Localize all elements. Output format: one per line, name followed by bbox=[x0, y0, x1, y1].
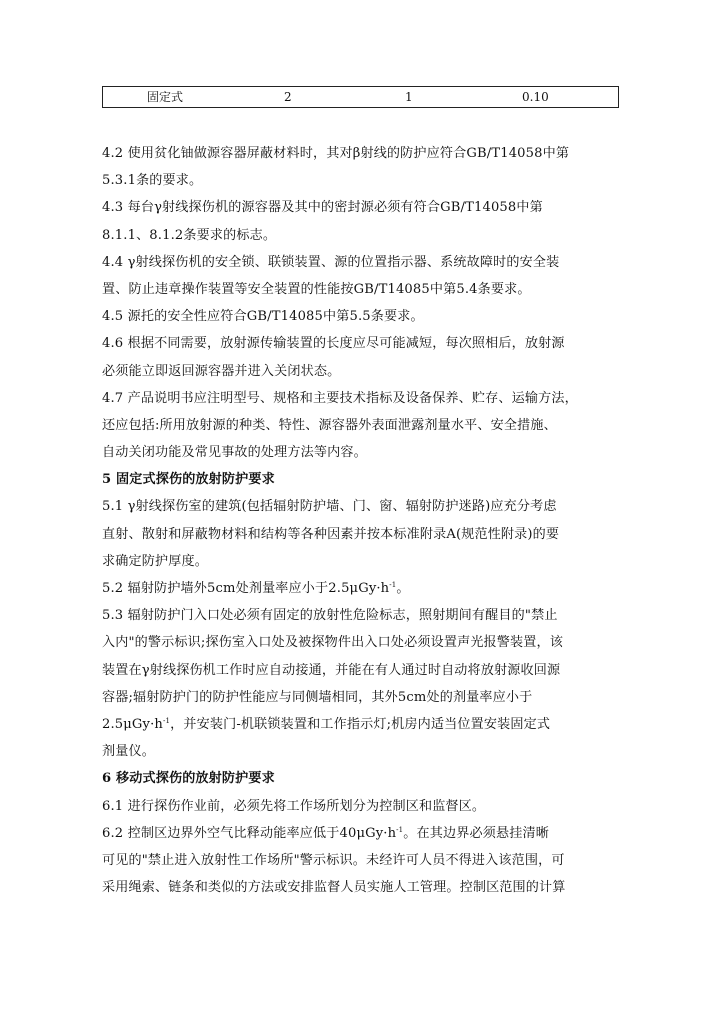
line-text: 还应包括:所用放射源的种类、特性、源容器外表面泄露剂量水平、安全措施、 bbox=[102, 417, 557, 433]
text-line bbox=[102, 657, 626, 684]
line-text: 6 移动式探伤的放射防护要求 bbox=[102, 771, 275, 787]
line-text: 容器;辐射防护门的防护性能应与同侧墙相同，其外5cm处的剂量率应小于 bbox=[102, 689, 533, 705]
line-text: 2.5μGy·h bbox=[102, 716, 163, 732]
text-line bbox=[102, 303, 626, 330]
line-text: 可见的"禁止进入放射性工作场所"警示标识。未经许可人员不得进入该范围，可 bbox=[102, 852, 565, 868]
table-cell-type: 固定式 bbox=[147, 90, 184, 104]
text-line bbox=[102, 140, 626, 167]
line-text: 6.1 进行探伤作业前，必须先将工作场所划分为控制区和监督区。 bbox=[102, 798, 486, 814]
line-text: 装置在γ射线探伤机工作时应自动接通，并能在有人通过时自动将放射源收回源 bbox=[102, 662, 561, 678]
text-line bbox=[102, 521, 626, 548]
text-line bbox=[102, 820, 626, 847]
text-line bbox=[102, 358, 626, 385]
text-line bbox=[102, 711, 626, 738]
line-text: 采用绳索、链条和类似的方法或安排监督人员实施人工管理。控制区范围的计算 bbox=[102, 880, 566, 896]
text-line bbox=[102, 629, 626, 656]
table-cell-col4: 0.10 bbox=[522, 90, 549, 104]
line-text: 5.2 辐射防护墙外5cm处剂量率应小于2.5μGy·h bbox=[102, 581, 390, 596]
section-heading bbox=[102, 765, 626, 792]
table-cell-col2: 2 bbox=[284, 90, 292, 104]
document-body bbox=[102, 140, 626, 901]
line-text: 4.6 根据不同需要，放射源传输装置的长度应尽可能减短，每次照相后，放射源 bbox=[102, 336, 565, 352]
table-row bbox=[102, 86, 619, 108]
text-line bbox=[102, 575, 626, 602]
line-text: 剂量仪。 bbox=[102, 744, 155, 760]
line-text: 6.2 控制区边界外空气比释动能率应低于40μGy·h bbox=[102, 825, 397, 841]
line-text: 5.3.1条的要求。 bbox=[102, 173, 203, 189]
text-line bbox=[102, 684, 626, 711]
line-text: 8.1.1、8.1.2条要求的标志。 bbox=[102, 227, 277, 243]
section-heading bbox=[102, 466, 626, 493]
line-text: 5.3 辐射防护门入口处必须有固定的放射性危险标志，照射期间有醒目的"禁止 bbox=[102, 608, 558, 624]
unit-exponent: -1 bbox=[396, 825, 404, 834]
text-line bbox=[102, 493, 626, 520]
text-line bbox=[102, 222, 626, 249]
text-line bbox=[102, 793, 626, 820]
line-text: 4.4 γ射线探伤机的安全锁、联锁装置、源的位置指示器、系统故障时的安全装 bbox=[102, 254, 560, 270]
line-text: 入内"的警示标识;探伤室入口处及被探物件出入口处必须设置声光报警装置，该 bbox=[102, 635, 564, 651]
line-text: 5 固定式探伤的放射防护要求 bbox=[102, 472, 275, 488]
line-text: 自动关闭功能及常见事故的处理方法等内容。 bbox=[102, 445, 367, 461]
line-text-continued: ，并安装门-机联锁装置和工作指示灯;机房内适当位置安装固定式 bbox=[170, 716, 551, 732]
line-text: 4.5 源托的安全性应符合GB/T14085中第5.5条要求。 bbox=[102, 309, 424, 325]
line-text-continued: 。 bbox=[396, 581, 410, 596]
table-cell-col3: 1 bbox=[405, 90, 413, 104]
line-text: 4.2 使用贫化铀做源容器屏蔽材料时，其对β射线的防护应符合GB/T14058中第 bbox=[102, 146, 570, 161]
line-text: 求确定防护厚度。 bbox=[102, 553, 208, 569]
text-line bbox=[102, 167, 626, 194]
text-line bbox=[102, 276, 626, 303]
line-text: 5.1 γ射线探伤室的建筑(包括辐射防护墙、门、窗、辐射防护迷路)应充分考虑 bbox=[102, 499, 557, 515]
text-line bbox=[102, 439, 626, 466]
line-text-continued: 。在其边界必须悬挂清晰 bbox=[403, 825, 549, 841]
text-line bbox=[102, 602, 626, 629]
line-text: 4.3 每台γ射线探伤机的源容器及其中的密封源必须有符合GB/T14058中第 bbox=[102, 200, 543, 216]
text-line bbox=[102, 412, 626, 439]
text-line bbox=[102, 330, 626, 357]
text-line bbox=[102, 874, 626, 901]
line-text: 4.7 产品说明书应注明型号、规格和主要技术指标及设备保养、贮存、运输方法， bbox=[102, 390, 578, 406]
text-line bbox=[102, 194, 626, 221]
text-line bbox=[102, 847, 626, 874]
unit-exponent: -1 bbox=[163, 716, 171, 725]
line-text: 置、防止违章操作装置等安全装置的性能按GB/T14085中第5.4条要求。 bbox=[102, 281, 531, 297]
text-line bbox=[102, 548, 626, 575]
unit-exponent: -1 bbox=[389, 581, 397, 589]
text-line bbox=[102, 249, 626, 276]
text-line bbox=[102, 738, 626, 765]
text-line bbox=[102, 385, 626, 412]
line-text: 必须能立即返回源容器并进入关闭状态。 bbox=[102, 363, 341, 379]
line-text: 直射、散射和屏蔽物材料和结构等各种因素并按本标准附录A(规范性附录)的要 bbox=[102, 526, 560, 542]
